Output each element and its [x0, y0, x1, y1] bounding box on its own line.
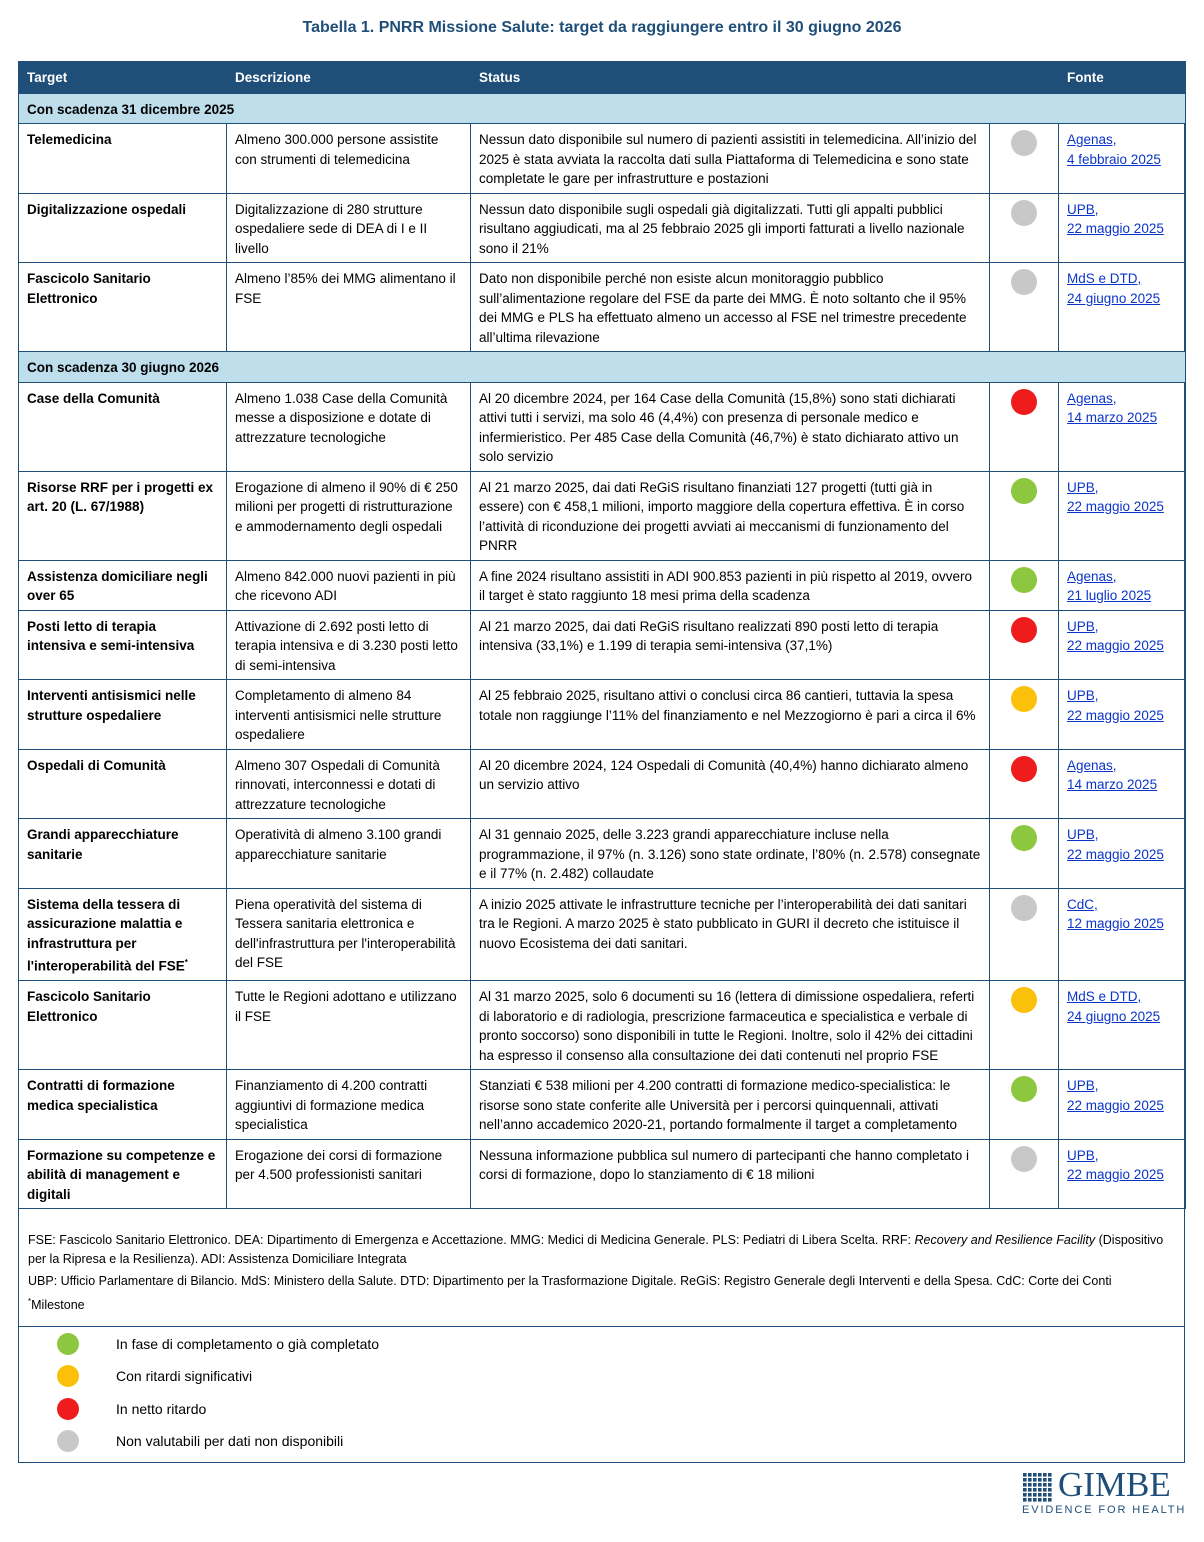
- grey-status-dot-icon: [1011, 269, 1037, 295]
- yellow-status-dot-icon: [1011, 686, 1037, 712]
- row-source[interactable]: [1059, 560, 1186, 610]
- source-link[interactable]: MdS e DTD,: [1067, 989, 1142, 1004]
- source-date-link[interactable]: 22 maggio 2025: [1067, 846, 1164, 862]
- source-link[interactable]: CdC,: [1067, 896, 1098, 912]
- source-link[interactable]: Agenas,: [1067, 390, 1117, 406]
- logo-tagline: EVIDENCE FOR HEALTH: [1022, 1504, 1187, 1516]
- row-status: Al 31 gennaio 2025, delle 3.223 grandi apparecchiature incluse nella programmazione, il 97% (n. 3.126) sono state ordinate, l’80% (n. 2.578) consegnate e il 77% (n. 2.482) collaudate: [471, 819, 990, 889]
- green-status-dot-icon: [1011, 567, 1037, 593]
- table-row: [19, 1139, 1186, 1209]
- row-target: Case della Comunità: [19, 382, 227, 471]
- row-status: Nessun dato disponibile sugli ospedali già digitalizzati. Tutti gli appalti pubblici risultano aggiudicati, ma al 25 febbraio 2025 gli importi fatturati a livello nazionale sono il 21%: [471, 193, 990, 263]
- legend-label: In fase di completamento o già completato: [116, 1336, 380, 1352]
- grey-status-dot-icon: [1011, 200, 1037, 226]
- row-target: Formazione su competenze e abilità di management e digitali: [19, 1139, 227, 1209]
- table-row: [19, 749, 1186, 819]
- source-link[interactable]: Agenas,: [1067, 568, 1117, 584]
- table-row: [19, 981, 1186, 1070]
- table-row: [19, 560, 1186, 610]
- source-link[interactable]: Agenas,: [1067, 757, 1117, 773]
- row-status-indicator: [990, 888, 1059, 981]
- source-date-link[interactable]: 12 maggio 2025: [1067, 916, 1164, 931]
- notes-milestone: *Milestone: [28, 1297, 85, 1313]
- row-description: Piena operatività del sistema di Tessera sanitaria elettronica e dell'infrastruttura per l'interoperabilità del FSE: [227, 888, 471, 981]
- row-target: Digitalizzazione ospedali: [19, 193, 227, 263]
- source-link[interactable]: Agenas,: [1067, 132, 1117, 147]
- row-status: Al 25 febbraio 2025, risultano attivi o conclusi circa 86 cantieri, tuttavia la spesa totale non raggiunge l’11% del finanziamento e nel Mezzogiorno è pari a circa il 6%: [471, 680, 990, 750]
- row-status-indicator: [990, 471, 1059, 560]
- row-source[interactable]: [1059, 124, 1186, 194]
- row-description: Attivazione di 2.692 posti letto di terapia intensiva e di 3.230 posti letto di semi-intensiva: [227, 610, 471, 680]
- source-date-link[interactable]: 24 giugno 2025: [1067, 290, 1161, 306]
- grey-status-dot-icon: [1011, 130, 1037, 156]
- section-label: Con scadenza 30 giugno 2026: [19, 352, 1186, 383]
- row-status: A fine 2024 risultano assistiti in ADI 900.853 pazienti in più rispetto al 2019, ovvero il target è stato raggiunto 18 mesi prima della scadenza: [471, 560, 990, 610]
- row-status-indicator: [990, 124, 1059, 194]
- row-target: Posti letto di terapia intensiva e semi-intensiva: [19, 610, 227, 680]
- row-description: Almeno 307 Ospedali di Comunità rinnovati, interconnessi e dotati di attrezzature tecnologiche: [227, 749, 471, 819]
- grey-status-dot-icon: [1011, 1146, 1037, 1172]
- header-target: Target: [19, 62, 227, 94]
- row-source[interactable]: [1059, 1070, 1186, 1140]
- green-legend-dot-icon: [57, 1333, 79, 1355]
- section-label: Con scadenza 31 dicembre 2025: [19, 93, 1186, 124]
- row-description: Tutte le Regioni adottano e utilizzano il FSE: [227, 981, 471, 1070]
- notes-sources: UBP: Ufficio Parlamentare di Bilancio. MdS: Ministero della Salute. DTD: Dipartimento per la Trasformazione Digitale. ReGiS: Registro Generale degli Interventi e della Spesa. CdC: Corte dei Conti: [28, 1274, 1112, 1288]
- row-target: Risorse RRF per i progetti ex art. 20 (L. 67/1988): [19, 471, 227, 560]
- legend-item: [18, 1365, 618, 1389]
- source-date-link[interactable]: 21 luglio 2025: [1067, 588, 1152, 603]
- red-status-dot-icon: [1011, 617, 1037, 643]
- gimbe-logo: [1022, 1465, 1187, 1520]
- source-date-link[interactable]: 14 marzo 2025: [1067, 777, 1158, 792]
- table-row: [19, 124, 1186, 194]
- table-row: [19, 819, 1186, 889]
- source-date-link[interactable]: 22 maggio 2025: [1067, 1167, 1164, 1182]
- red-status-dot-icon: [1011, 389, 1037, 415]
- notes-abbreviations: FSE: Fascicolo Sanitario Elettronico. DEA: Dipartimento di Emergenza e Accettazione. MMG: Medici di Medicina Generale. PLS: Pediatri di Libera Scelta. RRF: Recovery and Resilience Facility (Dispositivo per la Ripresa e la Resilienza). ADI: Assistenza Domiciliare Integrata: [28, 1233, 1164, 1266]
- table-row: [19, 471, 1186, 560]
- row-source[interactable]: [1059, 193, 1186, 263]
- legend-label: Non valutabili per dati non disponibili: [116, 1433, 344, 1449]
- row-description: Completamento di almeno 84 interventi antisismici nelle strutture ospedaliere: [227, 680, 471, 750]
- source-link[interactable]: UPB,: [1067, 1078, 1099, 1093]
- source-date-link[interactable]: 22 maggio 2025: [1067, 707, 1164, 723]
- table-title: Tabella 1. PNRR Missione Salute: target da raggiungere entro il 30 giugno 2026: [302, 19, 902, 36]
- yellow-legend-dot-icon: [57, 1365, 79, 1387]
- table-row: [19, 263, 1186, 352]
- row-description: Almeno l’85% dei MMG alimentano il FSE: [227, 263, 471, 352]
- red-status-dot-icon: [1011, 756, 1037, 782]
- source-date-link[interactable]: 22 maggio 2025: [1067, 221, 1164, 236]
- row-status: Al 21 marzo 2025, dai dati ReGiS risultano realizzati 890 posti letto di terapia intensiva (33,1%) e 1.199 di terapia semi-intensiva (37,1%): [471, 610, 990, 680]
- row-source[interactable]: [1059, 981, 1186, 1070]
- source-link[interactable]: UPB,: [1067, 479, 1099, 495]
- row-description: Almeno 300.000 persone assistite con strumenti di telemedicina: [227, 124, 471, 194]
- row-description: Almeno 1.038 Case della Comunità messe a disposizione e dotate di attrezzature tecnologiche: [227, 382, 471, 471]
- legend-item: [18, 1398, 618, 1422]
- source-date-link[interactable]: 4 febbraio 2025: [1067, 151, 1161, 167]
- row-target: Telemedicina: [19, 124, 227, 194]
- row-description: Finanziamento di 4.200 contratti aggiuntivi di formazione medica specialistica: [227, 1070, 471, 1140]
- table-row: [19, 610, 1186, 680]
- legend-label: Con ritardi significativi: [116, 1368, 253, 1384]
- source-date-link[interactable]: 14 marzo 2025: [1067, 410, 1158, 425]
- row-status-indicator: [990, 1139, 1059, 1209]
- row-status: Dato non disponibile perché non esiste alcun monitoraggio pubblico sull’alimentazione regolare del FSE da parte dei MMG. È noto soltanto che il 95% dei MMG e PLS ha effettuato almeno un accesso al FSE nel trimestre precedente all’ultima rilevazione: [471, 263, 990, 352]
- row-status: Stanziati € 538 milioni per 4.200 contratti di formazione medico-specialistica: le risorse sono state conferite alle Università per i percorsi quinquennali, attivati nell’anno accademico 2020-21, portando formalmente il target a completamento: [471, 1070, 990, 1140]
- row-target: Sistema della tessera di assicurazione malattia e infrastruttura per l'interoperabilità del FSE*: [19, 888, 227, 981]
- table-row: [19, 888, 1186, 981]
- row-status-indicator: [990, 819, 1059, 889]
- row-status-indicator: [990, 1070, 1059, 1140]
- source-link[interactable]: MdS e DTD,: [1067, 271, 1142, 286]
- source-link[interactable]: UPB,: [1067, 688, 1099, 703]
- row-description: Erogazione dei corsi di formazione per 4.500 professionisti sanitari: [227, 1139, 471, 1209]
- row-source[interactable]: [1059, 1139, 1186, 1209]
- target-table: [18, 61, 1186, 1209]
- green-status-dot-icon: [1011, 825, 1037, 851]
- table-row: [19, 193, 1186, 263]
- row-target: Fascicolo Sanitario Elettronico: [19, 263, 227, 352]
- table-row: [19, 1070, 1186, 1140]
- red-legend-dot-icon: [57, 1398, 79, 1420]
- row-status-indicator: [990, 610, 1059, 680]
- row-status: Nessun dato disponibile sul numero di pazienti assistiti in telemedicina. All’inizio del 2025 è stata avviata la raccolta dati sulla Piattaforma di Telemedicina e sono state completate le gare per infrastrutture e postazioni: [471, 124, 990, 194]
- row-target: Contratti di formazione medica specialistica: [19, 1070, 227, 1140]
- header-descrizione: Descrizione: [227, 62, 471, 94]
- source-link[interactable]: UPB,: [1067, 1147, 1099, 1163]
- green-status-dot-icon: [1011, 1076, 1037, 1102]
- row-status: Al 31 marzo 2025, solo 6 documenti su 16 (lettera di dimissione ospedaliera, referti di laboratorio e di radiologia, prescrizione farmaceutica e specialistica e verbale di pronto soccorso) sono disponibili in tutte le Regioni. Inoltre, solo il 42% dei cittadini ha espresso il consenso alla consultazione dei dati contenuti nel proprio FSE: [471, 981, 990, 1070]
- row-target: Fascicolo Sanitario Elettronico: [19, 981, 227, 1070]
- row-description: Almeno 842.000 nuovi pazienti in più che ricevono ADI: [227, 560, 471, 610]
- row-status: Al 21 marzo 2025, dai dati ReGiS risultano finanziati 127 progetti (tutti già in essere) con € 458,1 milioni, importo maggiore della copertura effettiva. È in corso l’attività di riconduzione dei progetti avviati ai meccanismi di funzionamento del PNRR: [471, 471, 990, 560]
- row-status-indicator: [990, 193, 1059, 263]
- row-status: Nessuna informazione pubblica sul numero di partecipanti che hanno completato i corsi di formazione, dopo lo stanziamento di € 18 milioni: [471, 1139, 990, 1209]
- table-notes: [18, 1226, 1185, 1327]
- status-legend: [18, 1327, 1185, 1463]
- source-link[interactable]: UPB,: [1067, 201, 1099, 217]
- table-header-row: [19, 62, 1186, 94]
- row-target: Ospedali di Comunità: [19, 749, 227, 819]
- row-status-indicator: [990, 263, 1059, 352]
- header-status: Status: [471, 62, 1059, 94]
- header-fonte: Fonte: [1059, 62, 1186, 94]
- row-status: Al 20 dicembre 2024, 124 Ospedali di Comunità (40,4%) hanno dichiarato almeno un servizio attivo: [471, 749, 990, 819]
- source-date-link[interactable]: 22 maggio 2025: [1067, 499, 1164, 514]
- row-description: Operatività di almeno 3.100 grandi apparecchiature sanitarie: [227, 819, 471, 889]
- row-source[interactable]: [1059, 749, 1186, 819]
- row-source[interactable]: [1059, 263, 1186, 352]
- row-source[interactable]: [1059, 382, 1186, 471]
- legend-item: [18, 1333, 618, 1357]
- source-date-link[interactable]: 22 maggio 2025: [1067, 638, 1164, 653]
- green-status-dot-icon: [1011, 478, 1037, 504]
- row-target: Grandi apparecchiature sanitarie: [19, 819, 227, 889]
- row-status: A inizio 2025 attivate le infrastrutture tecniche per l’interoperabilità dei dati sanitari tra le Regioni. A marzo 2025 è stato pubblicato in GURI il decreto che istituisce il nuovo Ecosistema dei dati sanitari.: [471, 888, 990, 981]
- row-target: Assistenza domiciliare negli over 65: [19, 560, 227, 610]
- yellow-status-dot-icon: [1011, 987, 1037, 1013]
- section-row: [19, 93, 1186, 124]
- row-status-indicator: [990, 749, 1059, 819]
- table-row: [19, 680, 1186, 750]
- source-date-link[interactable]: 22 maggio 2025: [1067, 1097, 1164, 1113]
- row-target: Interventi antisismici nelle strutture ospedaliere: [19, 680, 227, 750]
- row-source[interactable]: [1059, 680, 1186, 750]
- row-source[interactable]: [1059, 888, 1186, 981]
- legend-label: In netto ritardo: [116, 1401, 207, 1417]
- grid-logo-icon: [1022, 1472, 1054, 1502]
- source-link[interactable]: UPB,: [1067, 618, 1099, 634]
- row-status-indicator: [990, 382, 1059, 471]
- table-row: [19, 382, 1186, 471]
- row-status: Al 20 dicembre 2024, per 164 Case della Comunità (15,8%) sono stati dichiarati attivi tutti i servizi, ma solo 46 (4,4%) con presenza di personale medico e infermieristico. Per 485 Case della Comunità (46,7%) è stato dichiarato attivo un solo servizio: [471, 382, 990, 471]
- row-source[interactable]: [1059, 610, 1186, 680]
- row-description: Erogazione di almeno il 90% di € 250 milioni per progetti di ristrutturazione e ammodernamento degli ospedali: [227, 471, 471, 560]
- source-date-link[interactable]: 24 giugno 2025: [1067, 1008, 1161, 1024]
- section-row: [19, 352, 1186, 383]
- row-status-indicator: [990, 680, 1059, 750]
- source-link[interactable]: UPB,: [1067, 827, 1099, 842]
- row-status-indicator: [990, 981, 1059, 1070]
- row-source[interactable]: [1059, 819, 1186, 889]
- row-status-indicator: [990, 560, 1059, 610]
- row-description: Digitalizzazione di 280 strutture ospedaliere sede di DEA di I e II livello: [227, 193, 471, 263]
- row-source[interactable]: [1059, 471, 1186, 560]
- logo-name: GIMBE: [1058, 1465, 1171, 1504]
- grey-legend-dot-icon: [57, 1430, 79, 1452]
- grey-status-dot-icon: [1011, 895, 1037, 921]
- legend-item: [18, 1430, 618, 1454]
